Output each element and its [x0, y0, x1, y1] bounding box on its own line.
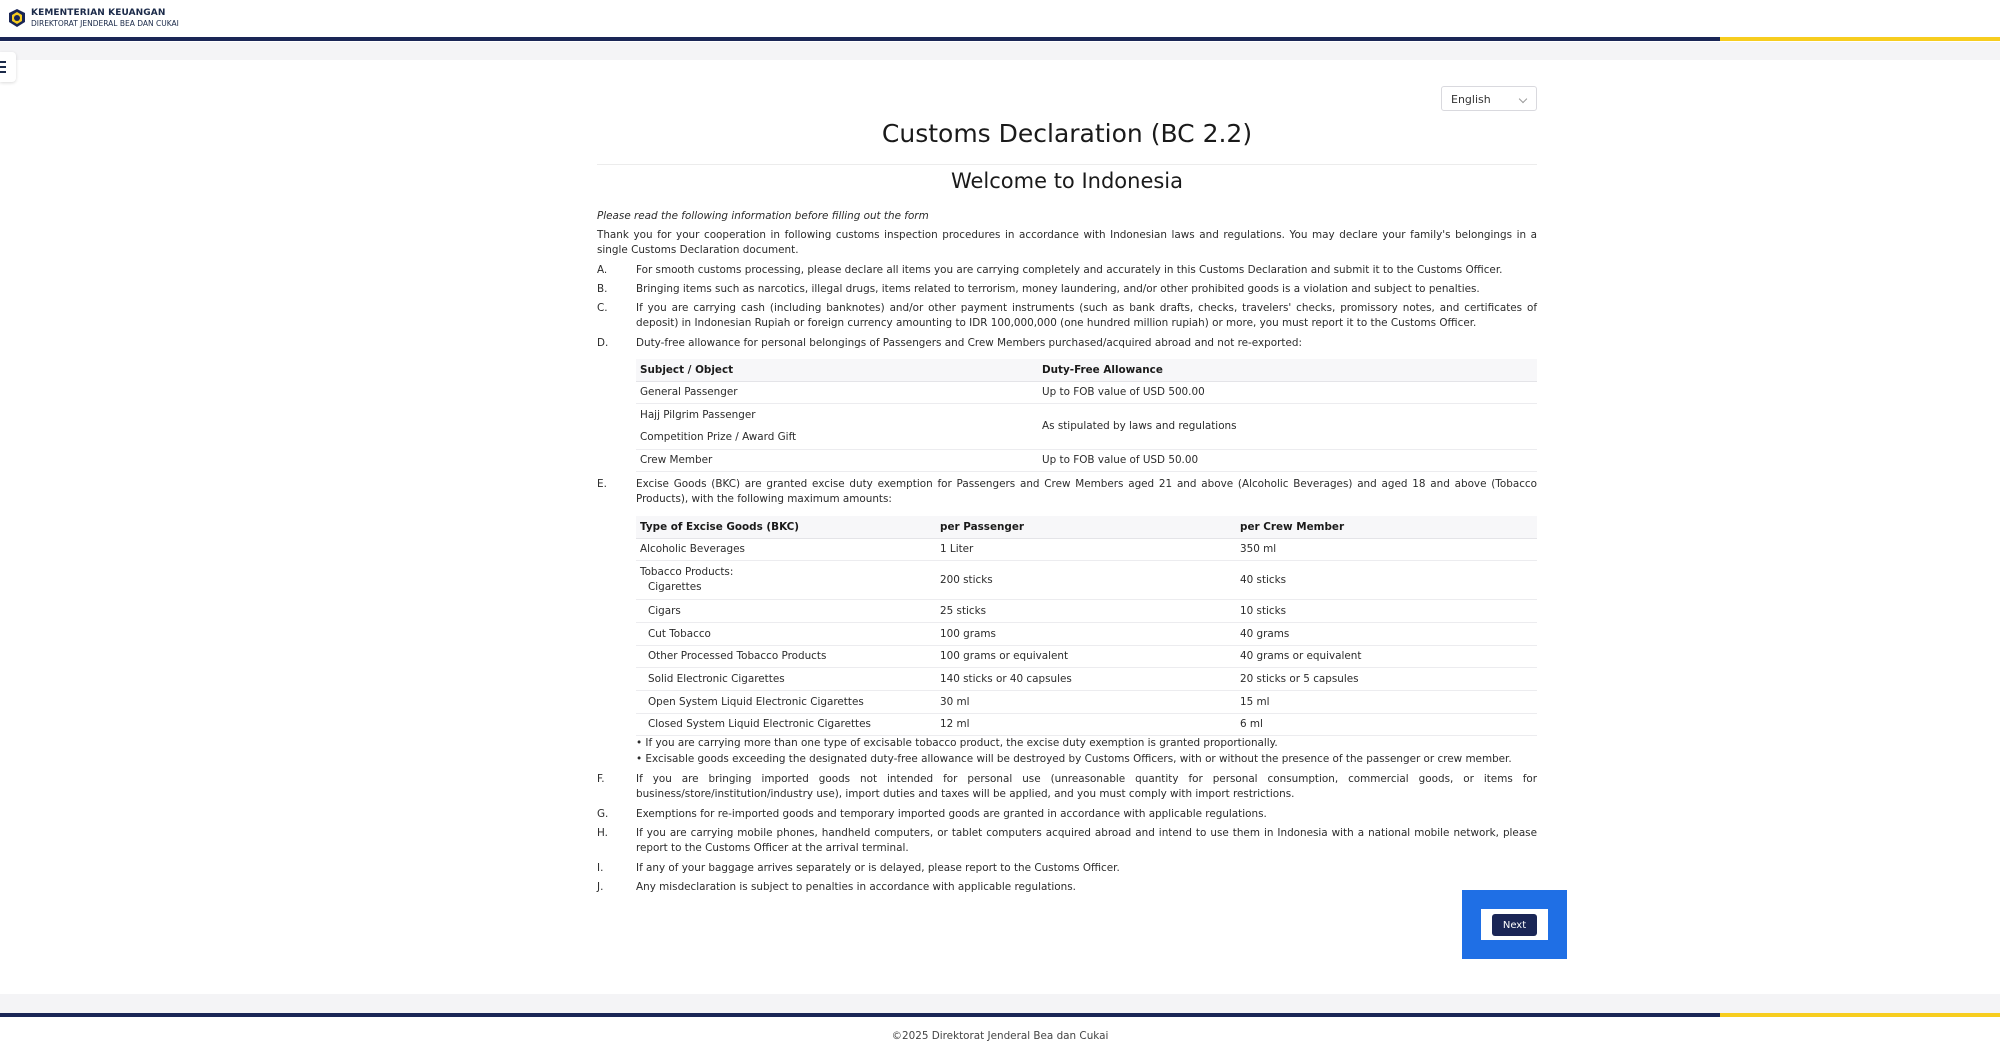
language-selected: English — [1451, 93, 1491, 106]
column-header: Duty-Free Allowance — [1038, 359, 1537, 381]
list-letter: C. — [597, 302, 608, 314]
divider — [597, 164, 1537, 165]
org-name: KEMENTERIAN KEUANGAN — [31, 8, 166, 18]
table-cell: 100 grams — [936, 622, 1236, 645]
menu-icon — [0, 61, 6, 63]
excise-table — [636, 516, 1537, 736]
table-cell: 25 sticks — [936, 600, 1236, 623]
table-cell: Competition Prize / Award Gift — [636, 426, 1038, 449]
list-text: Bringing items such as narcotics, illegal drugs, items related to terrorism, money laundering, and/or other prohibited goods is a violation and subject to penalties. — [636, 283, 1480, 295]
column-header: per Crew Member — [1236, 516, 1537, 538]
footer-copyright: ©2025 Direktorat Jenderal Bea dan Cukai — [891, 1030, 1109, 1042]
stripe-navy — [0, 37, 1720, 41]
column-header: per Passenger — [936, 516, 1236, 538]
table-cell: General Passenger — [636, 381, 1038, 404]
language-select[interactable] — [1441, 86, 1537, 111]
list-letter: B. — [597, 283, 608, 295]
table-cell: Cigars — [636, 600, 936, 623]
table-header-row — [636, 359, 1537, 381]
list-letter: J. — [597, 881, 604, 893]
column-header: Type of Excise Goods (BKC) — [636, 516, 936, 538]
header-gray-band — [0, 42, 2000, 60]
list-letter: H. — [597, 827, 608, 839]
duty-free-table — [636, 359, 1537, 472]
table-cell — [636, 561, 936, 600]
stripe-navy — [0, 1013, 1720, 1017]
table-cell: 40 grams or equivalent — [1236, 645, 1537, 668]
table-cell: Cut Tobacco — [636, 622, 936, 645]
list-text: Excise Goods (BKC) are granted excise duty exemption for Passengers and Crew Members aged 21 and above (Alcoholic Beverages) and aged 18 and above (Tobacco Products), with the following maximum amounts: — [636, 478, 1537, 505]
list-letter: E. — [597, 478, 607, 490]
next-button-container — [1481, 909, 1548, 940]
list-text: Duty-free allowance for personal belongings of Passengers and Crew Members purchased/acquired abroad and not re-exported: — [636, 337, 1302, 349]
welcome-heading: Welcome to Indonesia — [950, 169, 1184, 193]
stripe-gold — [1720, 37, 2000, 41]
list-text: If you are carrying cash (including banknotes) and/or other payment instruments (such as bank drafts, checks, travelers' checks, promissory notes, and certificates of deposit) in Indonesian Rupiah or foreign currency amounting to IDR 100,000,000 (one hundred million rupiah) or more, you must report it to the Customs Officer. — [636, 302, 1537, 329]
chevron-down-icon — [1519, 95, 1527, 103]
intro-italic: Please read the following information before filling out the form — [597, 210, 929, 222]
list-text: For smooth customs processing, please declare all items you are carrying completely and accurately in this Customs Declaration and submit it to the Customs Officer. — [636, 264, 1503, 276]
ministry-logo-icon — [7, 8, 27, 28]
table-cell: Closed System Liquid Electronic Cigarettes — [636, 713, 936, 736]
list-letter: A. — [597, 264, 608, 276]
table-cell: Up to FOB value of USD 50.00 — [1038, 449, 1537, 472]
list-text: If any of your baggage arrives separately or is delayed, please report to the Customs Officer. — [636, 862, 1120, 874]
list-text: Any misdeclaration is subject to penalties in accordance with applicable regulations. — [636, 881, 1076, 893]
table-cell: 140 sticks or 40 capsules — [936, 668, 1236, 691]
table-cell: Hajj Pilgrim Passenger — [640, 409, 756, 422]
table-cell: Alcoholic Beverages — [636, 538, 936, 561]
table-cell: 200 sticks — [936, 561, 1236, 600]
cigarettes-label: Cigarettes — [648, 581, 702, 594]
table-cell: Open System Liquid Electronic Cigarettes — [636, 690, 936, 713]
table-row — [636, 713, 1537, 736]
note-proportional: • If you are carrying more than one type of excisable tobacco product, the excise duty exemption is granted proportionally. — [636, 737, 1278, 749]
top-header — [0, 0, 2000, 38]
table-row — [636, 561, 1537, 600]
footer-stripe — [0, 1013, 2000, 1017]
stripe-gold — [1720, 1013, 2000, 1017]
table-cell: 30 ml — [936, 690, 1236, 713]
table-cell: Crew Member — [636, 449, 1038, 472]
table-row — [636, 381, 1537, 404]
table-cell: As stipulated by laws and regulations — [1038, 404, 1537, 449]
next-focus-highlight — [1462, 890, 1567, 959]
list-text: Exemptions for re-imported goods and temporary imported goods are granted in accordance with applicable regulations. — [636, 808, 1267, 820]
sidebar-toggle-button[interactable] — [0, 52, 16, 82]
table-cell: 100 grams or equivalent — [936, 645, 1236, 668]
list-letter: G. — [597, 808, 609, 820]
table-cell: 20 sticks or 5 capsules — [1236, 668, 1537, 691]
table-row — [636, 600, 1537, 623]
table-cell: 10 sticks — [1236, 600, 1537, 623]
table-cell: Solid Electronic Cigarettes — [636, 668, 936, 691]
org-subname: DIREKTORAT JENDERAL BEA DAN CUKAI — [31, 19, 179, 28]
table-row — [636, 622, 1537, 645]
footer-gray-band — [0, 994, 2000, 1013]
table-row — [636, 449, 1537, 472]
list-letter: I. — [597, 862, 604, 874]
intro-paragraph: Thank you for your cooperation in following customs inspection procedures in accordance with Indonesian laws and regulations. You may declare your family's belongings in a single Customs Declaration document. — [597, 229, 1537, 256]
note-destroyed: • Excisable goods exceeding the designated duty-free allowance will be destroyed by Customs Officers, with or without the presence of the passenger or crew member. — [636, 753, 1512, 765]
table-cell: Up to FOB value of USD 500.00 — [1038, 381, 1537, 404]
table-cell: 12 ml — [936, 713, 1236, 736]
table-row — [636, 645, 1537, 668]
next-button[interactable]: Next — [1492, 914, 1537, 936]
list-text: If you are carrying mobile phones, handheld computers, or tablet computers acquired abroad and intend to use them in Indonesia with a national mobile network, please report to the Customs Officer at the arrival terminal. — [636, 827, 1537, 854]
list-text: If you are bringing imported goods not intended for personal use (unreasonable quantity for personal consumption, commercial goods, or items for business/store/institution/industry use), import duties and taxes will be applied, and you must comply with import restrictions. — [636, 773, 1537, 800]
page-title: Customs Declaration (BC 2.2) — [881, 119, 1253, 148]
table-cell: 40 grams — [1236, 622, 1537, 645]
list-letter: D. — [597, 337, 609, 349]
table-row — [636, 690, 1537, 713]
list-letter: F. — [597, 773, 605, 785]
table-cell: 350 ml — [1236, 538, 1537, 561]
table-cell: Other Processed Tobacco Products — [636, 645, 936, 668]
table-cell: 1 Liter — [936, 538, 1236, 561]
table-header-row — [636, 516, 1537, 538]
table-cell: 40 sticks — [1236, 561, 1537, 600]
table-cell: 15 ml — [1236, 690, 1537, 713]
table-cell: 6 ml — [1236, 713, 1537, 736]
table-row — [636, 668, 1537, 691]
table-row — [636, 404, 1537, 427]
table-row — [636, 538, 1537, 561]
header-stripe — [0, 37, 2000, 41]
column-header: Subject / Object — [636, 359, 1038, 381]
tobacco-heading: Tobacco Products: — [640, 566, 734, 579]
